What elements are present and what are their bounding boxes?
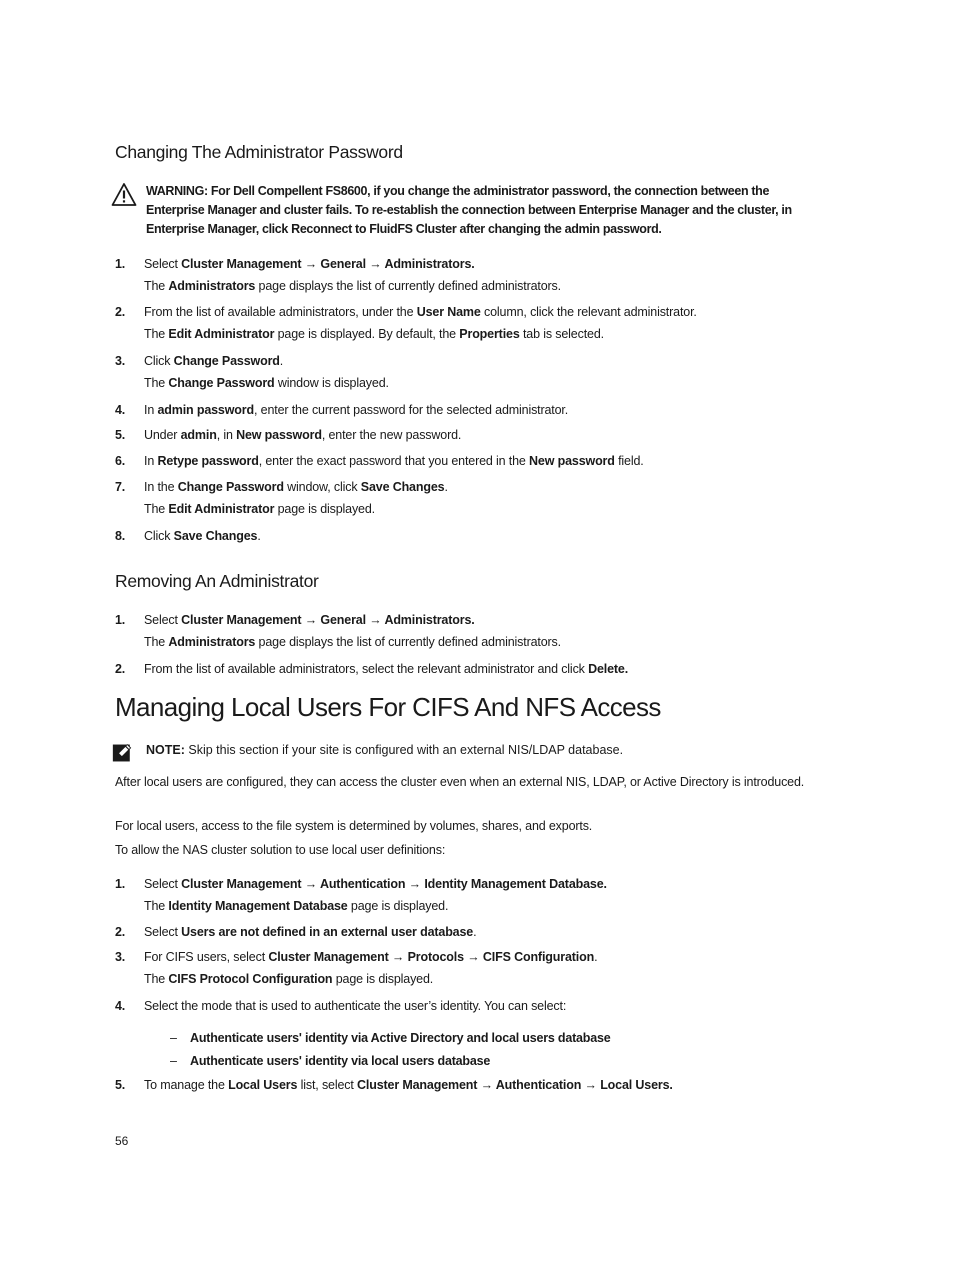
s3-step-1: 1. Select Cluster Management → Authentication → Identity Management Database. The Identity Management Database page is displayed. xyxy=(115,877,607,913)
paragraph-1: After local users are configured, they can access the cluster even when an external NIS, LDAP, or Active Directory is introduced. xyxy=(115,775,805,789)
s1-step-2: 2. From the list of available administrators, under the User Name column, click the relevant administrator. The Edit Administrator page is displayed. By default, the Properties tab is selected. xyxy=(115,305,697,341)
s1-step-7: 7. In the Change Password window, click Save Changes. The Edit Administrator page is displayed. xyxy=(115,480,448,516)
s3-step-2: 2. Select Users are not defined in an external user database. xyxy=(115,925,477,939)
heading-changing-admin-password: Changing The Administrator Password xyxy=(115,142,403,162)
s1-step-1: 1. Select Cluster Management → General → Administrators. The Administrators page displays the list of currently defined administrators. xyxy=(115,257,561,293)
note-label: NOTE: xyxy=(146,743,185,757)
bullet-item-1: – Authenticate users' identity via Active Directory and local users database xyxy=(170,1031,611,1045)
note-pencil-icon xyxy=(112,742,134,764)
s2-step-2: 2. From the list of available administrators, select the relevant administrator and click Delete. xyxy=(115,662,629,676)
s1-step-3: 3. Click Change Password. The Change Password window is displayed. xyxy=(115,354,389,390)
s1-step-5: 5. Under admin, in New password, enter the new password. xyxy=(115,428,462,442)
heading-removing-admin: Removing An Administrator xyxy=(115,571,319,591)
warning-text: WARNING: For Dell Compellent FS8600, if you change the administrator password, the connection between the Enterprise Manager and cluster fails. To re-establish the connection between Enterprise Manager and the cluster, in Enterprise Manager, click Reconnect to FluidFS Cluster after changing the admin password. xyxy=(146,184,792,236)
page-number: 56 xyxy=(115,1134,129,1148)
paragraph-3: To allow the NAS cluster solution to use local user definitions: xyxy=(115,843,446,857)
s2-step-1: 1. Select Cluster Management → General → Administrators. The Administrators page displays the list of currently defined administrators. xyxy=(115,613,561,649)
s1-step-6: 6. In Retype password, enter the exact password that you entered in the New password field. xyxy=(115,454,644,468)
heading-managing-local-users: Managing Local Users For CIFS And NFS Access xyxy=(115,692,661,722)
bullet-item-2: – Authenticate users' identity via local users database xyxy=(170,1054,491,1068)
s3-step-4: 4. Select the mode that is used to authenticate the user’s identity. You can select: xyxy=(115,999,567,1013)
warning-triangle-icon xyxy=(111,182,137,208)
s1-step-4: 4. In admin password, enter the current password for the selected administrator. xyxy=(115,403,569,417)
note-box xyxy=(115,741,815,760)
paragraph-2: For local users, access to the file system is determined by volumes, shares, and exports. xyxy=(115,819,593,833)
warning-box xyxy=(115,182,815,239)
s1-step-8: 8. Click Save Changes. xyxy=(115,529,261,543)
s3-step-5: 5. To manage the Local Users list, select Cluster Management → Authentication → Local Users. xyxy=(115,1078,673,1092)
note-text: Skip this section if your site is configured with an external NIS/LDAP database. xyxy=(184,743,624,757)
s3-step-3: 3. For CIFS users, select Cluster Management → Protocols → CIFS Configuration. The CIFS Protocol Configuration page is displayed. xyxy=(115,950,598,986)
